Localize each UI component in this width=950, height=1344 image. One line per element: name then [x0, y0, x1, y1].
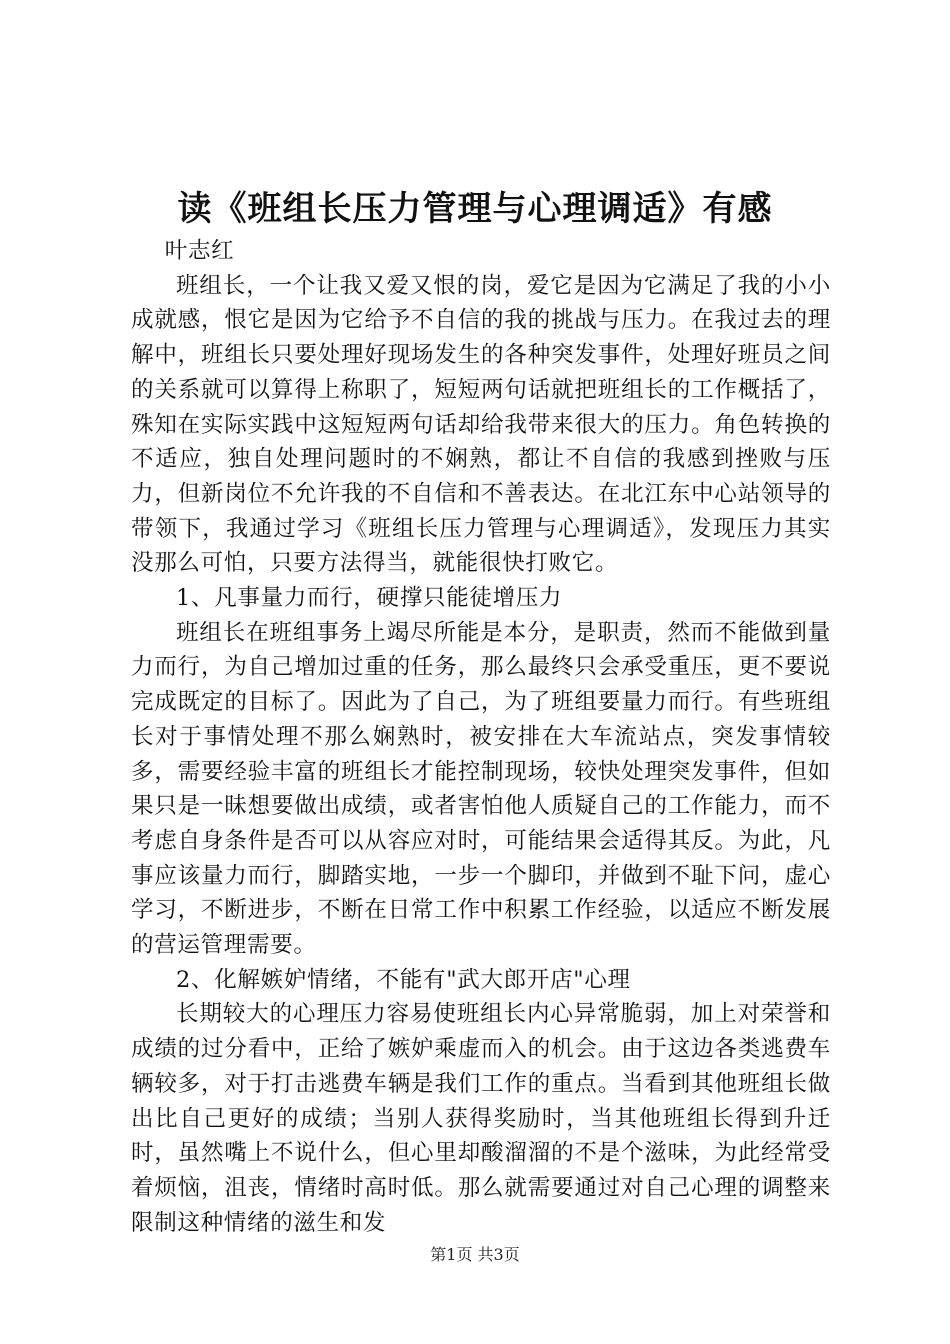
page-number-footer: 第1页 共3页: [430, 1245, 520, 1264]
paragraph-section-1: 班组长在班组事务上竭尽所能是本分，是职责，然而不能做到量力而行，为自己增加过重的任务，那么最终只会承受重压，更不要说完成既定的目标了。因此为了自己，为了班组要量力而行。有些班组长对于事情处理不那么娴熟时，被安排在大车流站点，突发事情较多，需要经验丰富的班组长才能控制现场，较快处理突发事件，但如果只是一昧想要做出成绩，或者害怕他人质疑自己的工作能力，而不考虑自身条件是否可以从容应对时，可能结果会适得其反。为此，凡事应该量力而行，脚踏实地，一步一个脚印，并做到不耻下问，虚心学习，不断进步，不断在日常工作中积累工作经验，以适应不断发展的营运管理需要。: [131, 619, 831, 959]
author-name: 叶志红: [164, 238, 235, 264]
section-heading-1: 1、凡事量力而行，硬撑只能徒增压力: [176, 585, 563, 612]
paragraph-section-2: 长期较大的心理压力容易使班组长内心异常脆弱，加上对荣誉和成绩的过分看中，正给了嫉妒乘虚而入的机会。由于这边各类逃费车辆较多，对于打击逃费车辆是我们工作的重点。当看到其他班组长做出比自己更好的成绩；当别人获得奖励时，当其他班组长得到升迁时，虽然嘴上不说什么，但心里却酸溜溜的不是个滋味，为此经常受着烦恼，沮丧，情绪时高时低。那么就需要通过对自己心理的调整来限制这种情绪的滋生和发: [131, 1001, 831, 1236]
paragraph-intro: 班组长，一个让我又爱又恨的岗，爱它是因为它满足了我的小小成就感，恨它是因为它给予不自信的我的挑战与压力。在我过去的理解中，班组长只要处理好现场发生的各种突发事件，处理好班员之间的关系就可以算得上称职了，短短两句话就把班组长的工作概括了，殊知在实际实践中这短短两句话却给我带来很大的压力。角色转换的不适应，独自处理问题时的不娴熟，都让不自信的我感到挫败与压力，但新岗位不允许我的不自信和不善表达。在北江东中心站领导的带领下，我通过学习《班组长压力管理与心理调适》，发现压力其实没那么可怕，只要方法得当，就能很快打败它。: [131, 272, 831, 577]
section-heading-2: 2、化解嫉妒情绪，不能有"武大郎开店"心理: [176, 966, 631, 993]
document-title: 读《班组长压力管理与心理调适》有感: [177, 189, 773, 229]
document-body: [131, 234, 831, 1240]
